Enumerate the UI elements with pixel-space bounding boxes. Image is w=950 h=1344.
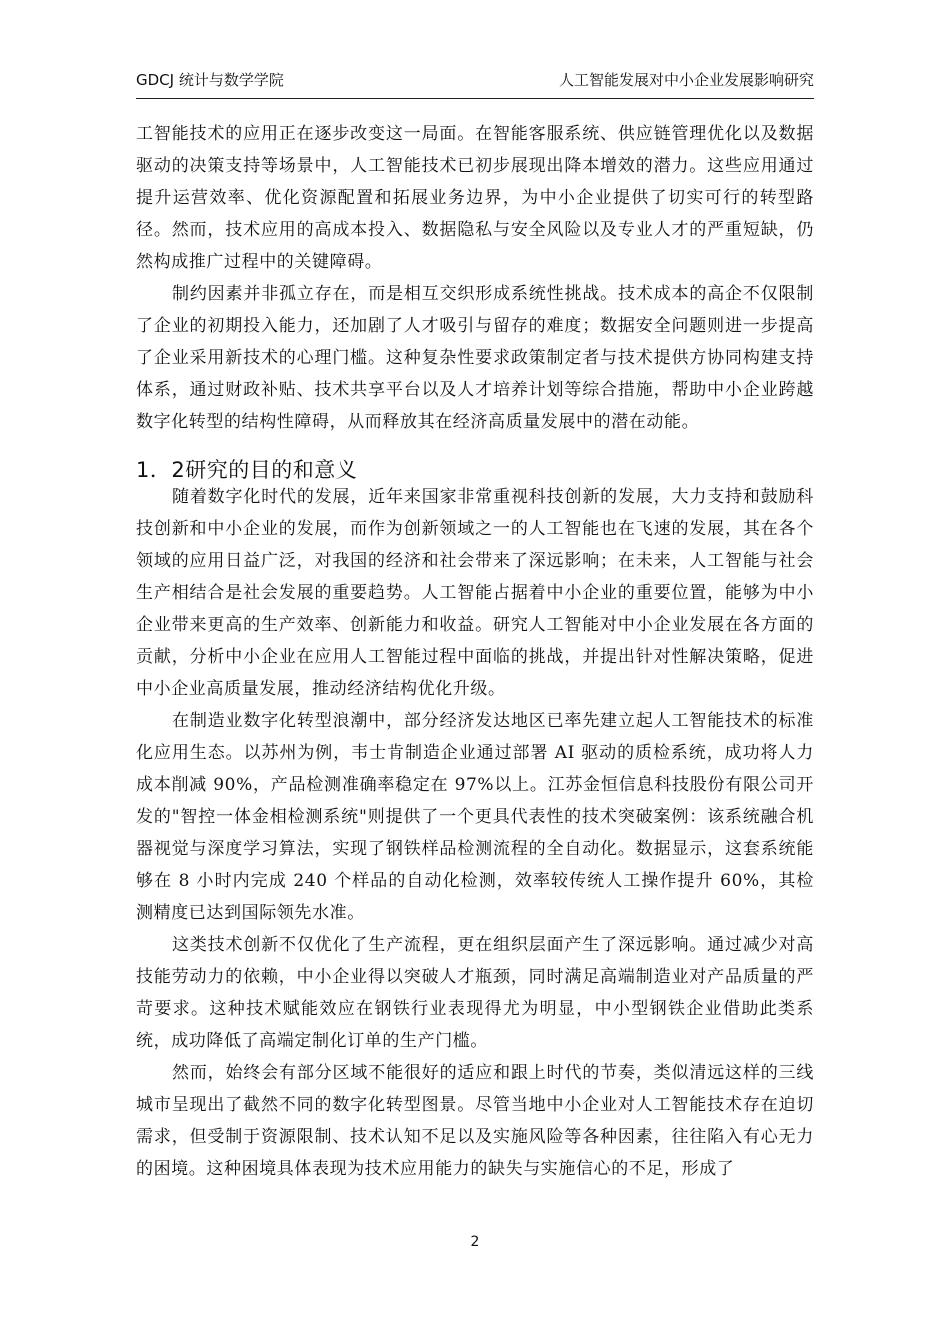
page-header bbox=[136, 68, 814, 92]
paragraph: 这类技术创新不仅优化了生产流程，更在组织层面产生了深远影响。通过减少对高技能劳动力的依赖，中小企业得以突破人才瓶颈，同时满足高端制造业对产品质量的严苛要求。这种技术赋能效应在钢铁行业表现得尤为明显，中小型钢铁企业借助此类系统，成功降低了高端定制化订单的生产门槛。 bbox=[136, 935, 814, 1051]
paragraph: 随着数字化时代的发展，近年来国家非常重视科技创新的发展，大力支持和鼓励科技创新和中小企业的发展，而作为创新领域之一的人工智能也在飞速的发展，其在各个领域的应用日益广泛，对我国的经济和社会带来了深远影响；在未来，人工智能与社会生产相结合是社会发展的重要趋势。人工智能占据着中小企业的重要位置，能够为中小企业带来更高的生产效率、创新能力和收益。研究人工智能对中小企业发展在各方面的贡献，分析中小企业在应用人工智能过程中面临的挑战，并提出针对性解决策略，促进中小企业高质量发展，推动经济结构优化升级。 bbox=[136, 487, 814, 699]
text-block-after-heading bbox=[136, 481, 814, 1185]
page-number: 2 bbox=[470, 1234, 480, 1250]
header-institution: GDCJ 统计与数学学院 bbox=[136, 71, 284, 89]
paragraph-continued: 工智能技术的应用正在逐步改变这一局面。在智能客服系统、供应链管理优化以及数据驱动的决策支持等场景中，人工智能技术已初步展现出降本增效的潜力。这些应用通过提升运营效率、优化资源配置和拓展业务边界，为中小企业提供了切实可行的转型路径。然而，技术应用的高成本投入、数据隐私与安全风险以及专业人才的严重短缺，仍然构成推广过程中的关键障碍。 bbox=[136, 124, 814, 272]
text-block-before-heading bbox=[136, 118, 814, 438]
header-paper-title: 人工智能发展对中小企业发展影响研究 bbox=[558, 71, 814, 89]
header-divider bbox=[136, 98, 814, 99]
paragraph: 在制造业数字化转型浪潮中，部分经济发达地区已率先建立起人工智能技术的标准化应用生态。以苏州为例，韦士肯制造企业通过部署 AI 驱动的质检系统，成功将人力成本削减 90%，产品检测准确率稳定在 97%以上。江苏金恒信息科技股份有限公司开发的"智控一体金相检测系统"则提供了一个更具代表性的技术突破案例：该系统融合机器视觉与深度学习算法，实现了钢铁样品检测流程的全自动化。数据显示，这套系统能够在 8 小时内完成 240 个样品的自动化检测，效率较传统人工操作提升 60%，其检测精度已达到国际领先水准。 bbox=[136, 711, 814, 923]
section-heading: 1．2研究的目的和意义 bbox=[136, 458, 358, 482]
paragraph: 制约因素并非孤立存在，而是相互交织形成系统性挑战。技术成本的高企不仅限制了企业的初期投入能力，还加剧了人才吸引与留存的难度；数据安全问题则进一步提高了企业采用新技术的心理门槛。这种复杂性要求政策制定者与技术提供方协同构建支持体系，通过财政补贴、技术共享平台以及人才培养计划等综合措施，帮助中小企业跨越数字化转型的结构性障碍，从而释放其在经济高质量发展中的潜在动能。 bbox=[136, 284, 814, 432]
paragraph: 然而，始终会有部分区域不能很好的适应和跟上时代的节奏，类似清远这样的三线城市呈现出了截然不同的数字化转型图景。尽管当地中小企业对人工智能技术存在迫切需求，但受制于资源限制、技术认知不足以及实施风险等各种因素，往往陷入有心无力的困境。这种困境具体表现为技术应用能力的缺失与实施信心的不足，形成了 bbox=[136, 1063, 814, 1179]
